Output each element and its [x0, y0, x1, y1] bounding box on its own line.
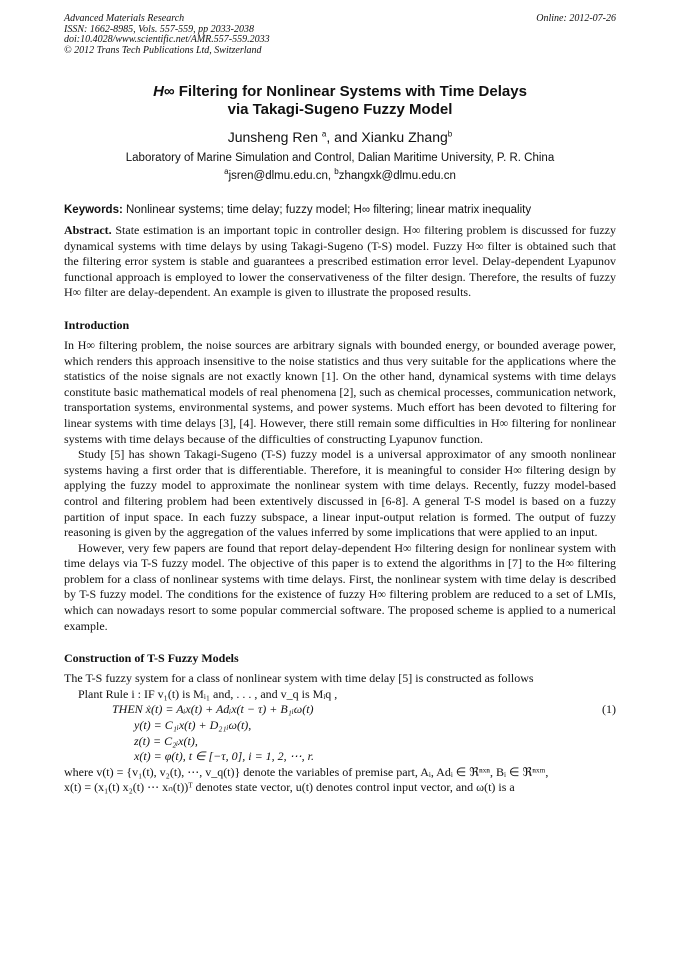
- construction-paragraph: The T-S fuzzy system for a class of nonlinear system with time delay [5] is constructed as follows: [64, 671, 534, 686]
- author-1: Junsheng Ren: [227, 129, 322, 145]
- keywords-label: Keywords:: [64, 204, 123, 216]
- paper-title: [64, 83, 616, 119]
- paper-page: [64, 14, 616, 796]
- email-b-marker: b: [334, 167, 339, 177]
- author-separator: , and Xianku Zhang: [326, 129, 448, 145]
- title-line-2: via Takagi-Sugeno Fuzzy Model: [227, 101, 453, 118]
- intro-paragraph-3: However, very few papers are found that report delay-dependent H∞ filtering design for nonlinear system with time delays via T-S fuzzy model. The objective of this paper is to extend the algorithms in [7] to the H∞ filtering problem for a class of nonlinear systems with time delays. First, the nonlinear system with time delay is described by T-S fuzzy model. The conditions for the existence of fuzzy H∞ filtering problem are reduced to a set of LMIs, which can nowadays resort to some popular commercial software. The proposed scheme is applied to a numerical example.: [64, 540, 616, 633]
- where-line-1: where v(t) = {v₁(t), v₂(t), ⋯, v_q(t)} denote the variables of premise part, Aᵢ, Adᵢ ∈ ℜⁿˣⁿ, Bᵢ ∈ ℜⁿˣᵐ,: [64, 764, 549, 779]
- section-heading-introduction: Introduction: [64, 317, 130, 332]
- author-2-marker: b: [447, 129, 453, 139]
- affiliation: Laboratory of Marine Simulation and Control, Dalian Maritime University, P. R. China: [125, 152, 555, 164]
- keywords: [64, 204, 616, 216]
- equation-block: [64, 687, 616, 765]
- email-line: [64, 167, 616, 182]
- abstract-label: Abstract.: [64, 223, 112, 237]
- equation-1: [64, 702, 616, 718]
- author-1-marker: a: [321, 129, 327, 139]
- title-line-1: Filtering for Nonlinear Systems with Time Delays: [174, 83, 527, 100]
- intro-paragraph-2: Study [5] has shown Takagi-Sugeno (T-S) fuzzy model is a universal approximator of any smooth nonlinear systems having a first order that is differentiable. Therefore, it is meaningful to consider H∞ filtering design by applying the fuzzy model to approximate the nonlinear system with time delays. Recently, fuzzy model-based control and filtering problem had been extentively discussed in [6-8]. A general T-S model is based on a fuzzy partition of input space. In each fuzzy subspace, a linear input-output relation is formed. The output of fuzzy reasoning is given by the aggregation of the values inferred by some implications that were applied to an input.: [64, 447, 616, 540]
- equation-4: x(t) = φ(t), t ∈ [−τ, 0], i = 1, 2, ⋯, r.: [134, 749, 315, 764]
- email-a: jsren@dlmu.edu.cn,: [228, 170, 335, 182]
- intro-paragraph-1: In H∞ filtering problem, the noise sources are arbitrary signals with bounded energy, or bounded average power, which renders this approach insensitive to the noise statistics and thus very suitable for the applications where the statistics of the noise signals are not exactly known [1]. On the other hand, dynamical systems with time delays constitute basic mathematical models of real phenomena [2], such as chemical processes, communication network, transportation systems, environmental systems, and power systems. Much effort has been devoted to filtering for linear systems with time delays [3], [4]. However, there still remain some difficulties in H∞ filtering for nonlinear systems with time delays because of the difficulties of constructing Lyapunov function.: [64, 337, 616, 446]
- where-line-2: x(t) = (x₁(t) x₂(t) ⋯ xₙ(t))ᵀ denotes state vector, u(t) denotes control input vector, and ω(t) is a: [64, 780, 515, 795]
- plant-rule: Plant Rule i : IF v₁(t) is Mᵢ₁ and, . . . , and v_q is Mᵢq ,: [78, 686, 338, 701]
- section-heading-construction: Construction of T-S Fuzzy Models: [64, 651, 239, 666]
- abstract-text: State estimation is an important topic in controller design. H∞ filtering problem is discussed for fuzzy dynamical systems with time delays by using Takagi-Sugeno (T-S) model. Fuzzy H∞ filter is obtained such that the filtering error system is stable and guarantees a prescribed estimation error level. Delay-dependent Lyapunov functional approach is employed to lower the conservativeness of the filter design. Therefore, the results of fuzzy H∞ filter are delay-dependent. An example is given to illustrate the proposed results.: [64, 223, 616, 300]
- equation-1-text: THEN ẋ(t) = Aᵢx(t) + Adᵢx(t − τ) + B₁ᵢω(t): [112, 702, 314, 717]
- abstract: [64, 223, 616, 301]
- journal-name: Advanced Materials Research: [64, 13, 185, 24]
- doi-line: doi:10.4028/www.scientific.net/AMR.557-559.2033: [64, 34, 270, 45]
- equation-number: (1): [602, 702, 616, 717]
- online-date: Online: 2012-07-26: [536, 13, 616, 24]
- copyright-line: © 2012 Trans Tech Publications Ltd, Switzerland: [64, 44, 262, 56]
- author-list: [64, 129, 616, 145]
- journal-header: [64, 14, 616, 56]
- equation-3: z(t) = C₂ᵢx(t),: [134, 733, 198, 748]
- equation-2: y(t) = C₁ᵢx(t) + D₂₁ᵢω(t),: [134, 718, 252, 733]
- issn-line: ISSN: 1662-8985, Vols. 557-559, pp 2033-2038: [64, 23, 254, 35]
- keywords-text: Nonlinear systems; time delay; fuzzy model; H∞ filtering; linear matrix inequality: [122, 204, 532, 216]
- email-b: zhangxk@dlmu.edu.cn: [338, 170, 456, 182]
- email-a-marker: a: [224, 167, 229, 177]
- title-symbol: H∞: [153, 83, 175, 100]
